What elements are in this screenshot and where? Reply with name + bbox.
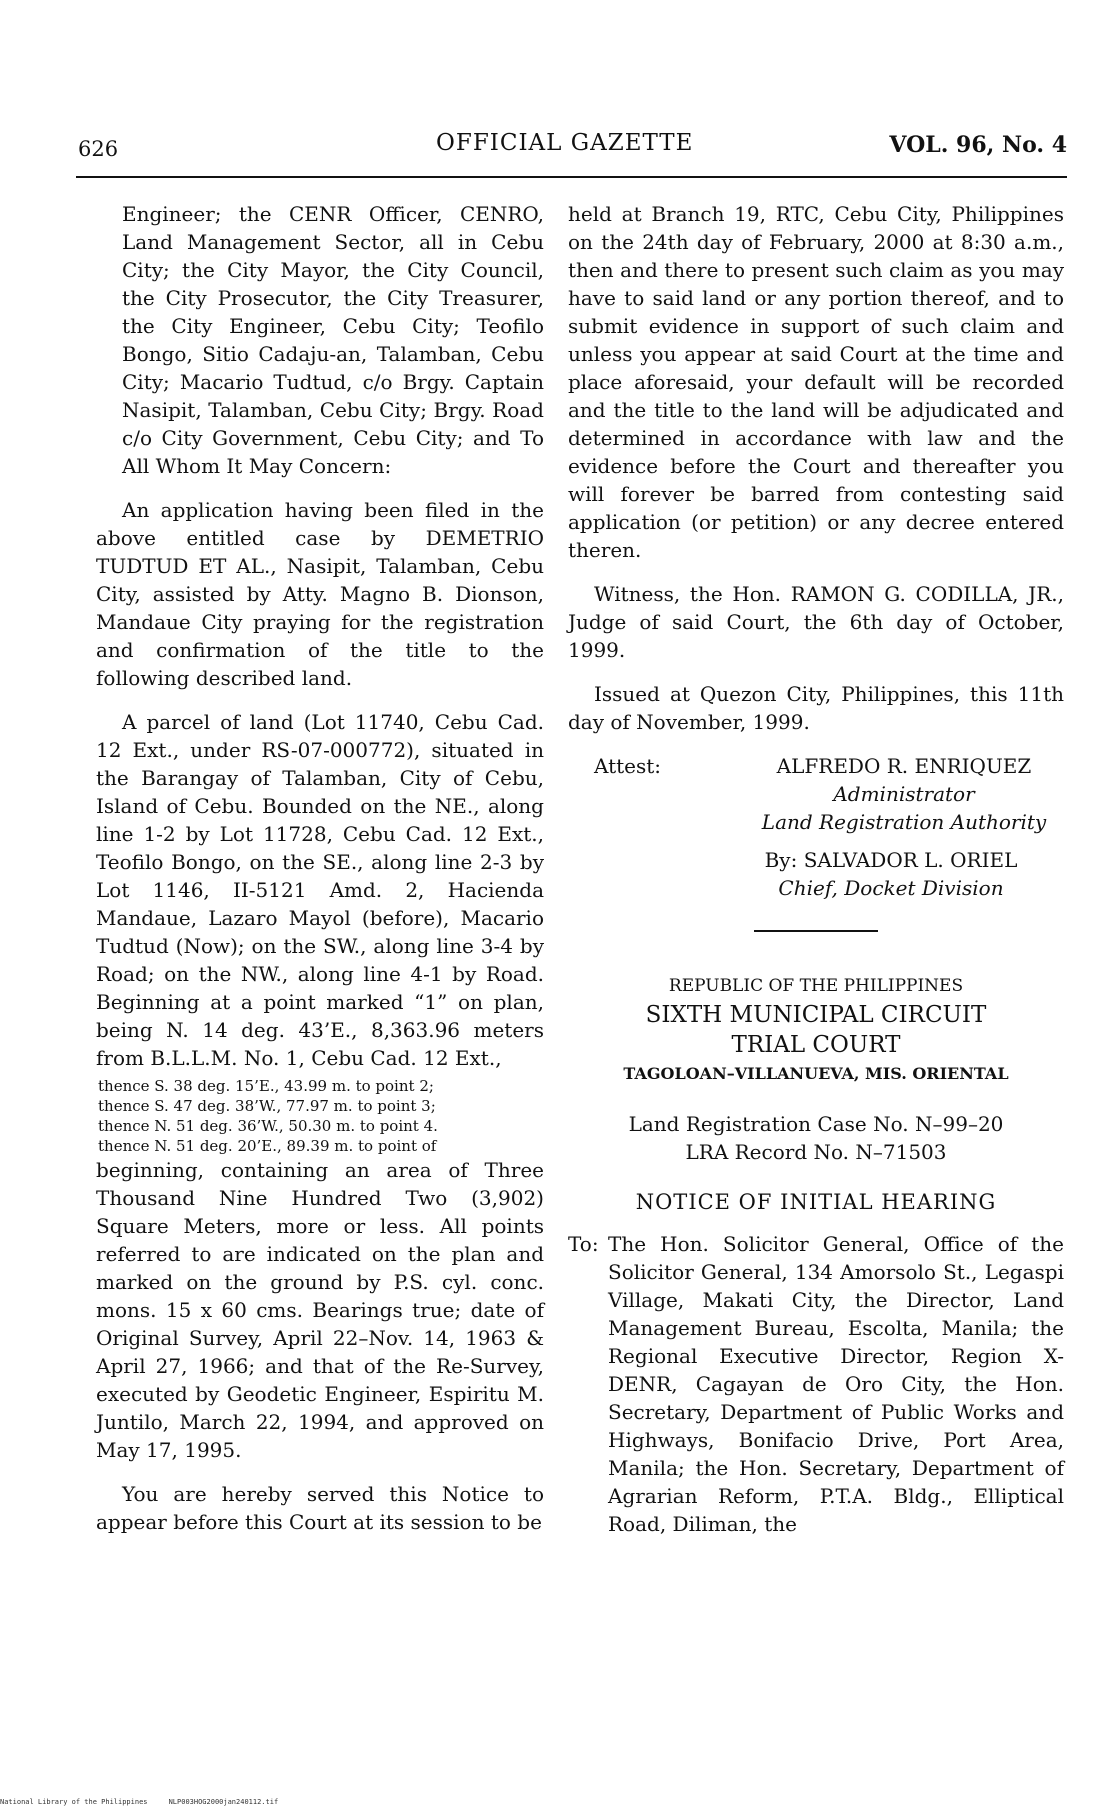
gazette-title: OFFICIAL GAZETTE [436, 130, 694, 156]
volume-number: VOL. 96, No. 4 [889, 132, 1067, 158]
authority-name: Land Registration Authority [761, 810, 1047, 834]
scan-footer [0, 1798, 278, 1806]
bearings-list [96, 1076, 544, 1156]
application-text-before: An application having been filed in the above entitled case by [96, 498, 544, 550]
bearing-line: thence N. 51 deg. 36’W., 50.30 m. to point 4. [98, 1117, 438, 1135]
section-divider [754, 930, 878, 932]
witness-paragraph [568, 580, 1064, 664]
right-column [568, 200, 1064, 1538]
bearing-line: thence N. 51 deg. 20’E., 89.39 m. to point of [98, 1137, 437, 1155]
area-paragraph: beginning, containing an area of Three Thousand Nine Hundred Two (3,902) Square Meters, more or less. All points referred to are indicated on the plan and marked on the ground by P.S. cyl. conc. mons. 15 x 60 cms. Bearings true; date of Original Survey, April 22–Nov. 14, 1963 & April 27, 1966; and that of the Re-Survey, executed by Geodetic Engineer, Espiritu M. Juntilo, March 22, 1994, and approved on May 17, 1995. [96, 1158, 544, 1462]
hearing-paragraph: held at Branch 19, RTC, Cebu City, Philippines on the 24th day of February, 2000 at 8:30 a.m., then and there to present such claim as you may have to said land or any portion thereof, and to submit evidence in support of such claim and unless you appear at said Court at the time and place aforesaid, your default will be recorded and the title to the land will be adjudicated and determined in accordance with law and the evidence before the Court and thereafter you will forever be barred from contesting said application (or petition) or any decree entered theren. [568, 202, 1064, 562]
left-column [96, 200, 544, 1536]
issued-paragraph: Issued at Quezon City, Philippines, this 11th day of November, 1999. [568, 682, 1064, 734]
application-text-after: , Nasipit, Talamban, Cebu City, assisted by Atty. Magno B. Dionson, Mandaue City praying for the registration and confirmation of the title to the following described land. [96, 554, 545, 690]
case-number-block [568, 1110, 1064, 1166]
republic-heading: REPUBLIC OF THE PHILIPPINES [668, 976, 964, 996]
header-rule [76, 176, 1067, 178]
court-name-line2: TRIAL COURT [731, 1032, 901, 1058]
file-name: NLP003HOG2000jan240112.tif [168, 1798, 279, 1806]
chief-title: Chief, Docket Division [778, 876, 1004, 900]
bearing-line: thence S. 47 deg. 38’W., 77.97 m. to point 3; [98, 1097, 436, 1115]
court-name-line1: SIXTH MUNICIPAL CIRCUIT [645, 1002, 987, 1028]
case-number: Land Registration Case No. N–99–20 [628, 1112, 1004, 1136]
applicant-name: DEMETRIO TUDTUD ET AL. [96, 526, 544, 578]
application-paragraph [96, 496, 544, 692]
notice-title: NOTICE OF INITIAL HEARING [635, 1190, 997, 1214]
attest-block [568, 752, 1064, 902]
court-location: TAGOLOAN–VILLANUEVA, MIS. ORIENTAL [623, 1064, 1009, 1083]
to-block [568, 1230, 1064, 1538]
page-number: 626 [78, 137, 119, 161]
library-credit: National Library of the Philippines [0, 1798, 148, 1806]
by-label: By: [764, 848, 798, 872]
to-label: To: [568, 1232, 599, 1256]
chief-name: SALVADOR L. ORIEL [803, 848, 1018, 872]
served-paragraph: You are hereby served this Notice to appear before this Court at its session to be [96, 1482, 544, 1534]
administrator-name: ALFREDO R. ENRIQUEZ [776, 754, 1032, 778]
addressee-paragraph: Engineer; the CENR Officer, CENRO, Land Management Sector, all in Cebu City; the City Mayor, the City Council, the City Prosecutor, the City Treasurer, the City Engineer, Cebu City; Teofilo Bongo, Sitio Cadaju-an, Talamban, Cebu City; Macario Tudtud, c/o Brgy. Captain Nasipit, Talamban, Cebu City; Brgy. Road c/o City Government, Cebu City; and To All Whom It May Concern: [122, 202, 544, 478]
parcel-description: A parcel of land (Lot 11740, Cebu Cad. 12 Ext., under RS-07-000772), situated in the Barangay of Talamban, City of Cebu, Island of Cebu. Bounded on the NE., along line 1-2 by Lot 11728, Cebu Cad. 12 Ext., Teofilo Bongo, on the SE., along line 2-3 by Lot 1146, II-5121 Amd. 2, Hacienda Mandaue, Lazaro Mayol (before), Macario Tudtud (Now); on the SW., along line 3-4 by Road; on the NW., along line 4-1 by Road. Beginning at a point marked “1” on plan, being N. 14 deg. 43’E., 8,363.96 meters from B.L.L.M. No. 1, Cebu Cad. 12 Ext., [96, 710, 544, 1070]
administrator-title: Administrator [833, 782, 975, 806]
witness-text-after: , Judge of said Court, the 6th day of October, 1999. [568, 582, 1064, 662]
attest-label: Attest: [594, 754, 662, 778]
to-addressees: The Hon. Solicitor General, Office of the Solicitor General, 134 Amorsolo St., Legaspi Village, Makati City, the Director, Land Management Bureau, Escolta, Manila; the Regional Executive Director, Region X-DENR, Cagayan de Oro City, the Hon. Secretary, Department of Public Works and Highways, Bonifacio Drive, Port Area, Manila; the Hon. Secretary, Department of Agrarian Reform, P.T.A. Bldg., Elliptical Road, Diliman, the [608, 1232, 1064, 1536]
bearing-line: thence S. 38 deg. 15’E., 43.99 m. to point 2; [98, 1077, 434, 1095]
lra-record-number: LRA Record No. N–71503 [685, 1140, 947, 1164]
witness-text-before: Witness, the Hon. [594, 582, 791, 606]
judge-name: RAMON G. CODILLA, JR. [790, 582, 1058, 606]
